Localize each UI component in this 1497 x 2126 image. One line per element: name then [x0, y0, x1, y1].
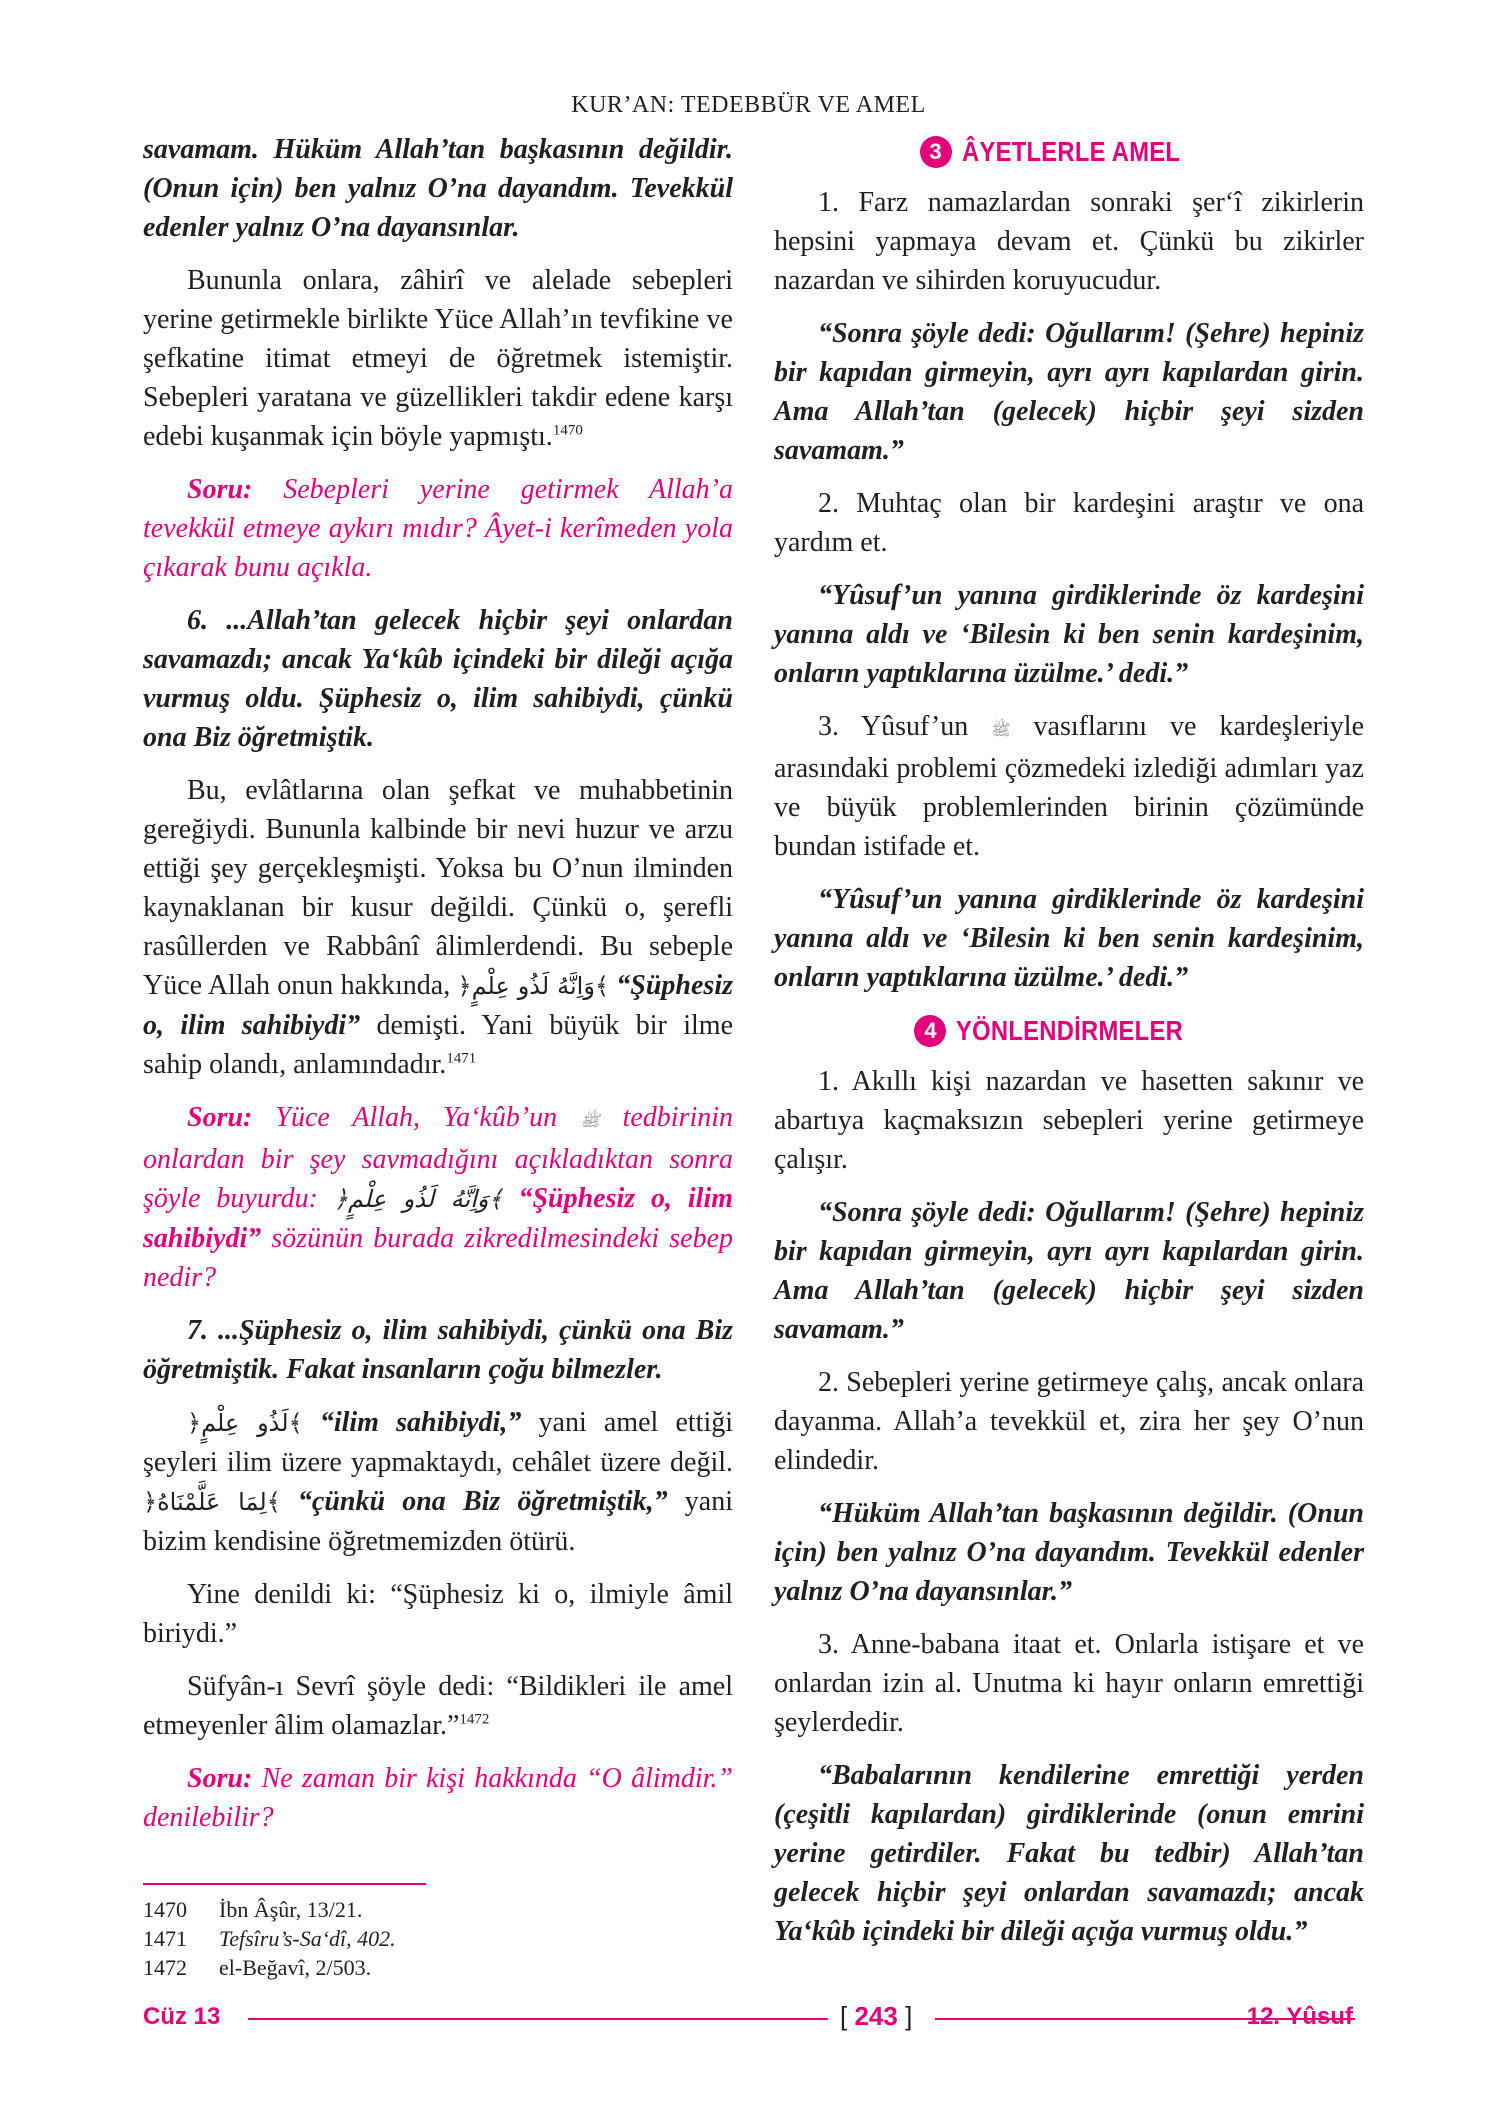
question-text: tedbirinin onlardan bir şey savmadığını açıkladıktan sonra şöyle buyurdu: — [143, 1102, 734, 1214]
verse-translation: “çünkü ona Biz öğretmiştik,” — [297, 1486, 668, 1517]
arabic-verse: ﴿لِمَا عَلَّمْنَاهُ﴾ — [143, 1488, 281, 1516]
arabic-verse: ﴿لَذُو عِلْمٍ﴾ — [187, 1409, 303, 1437]
salutation-icon: ﷺ — [991, 720, 1011, 739]
question-block — [143, 1759, 733, 1837]
question-text: Yüce Allah, Ya‘kûb’un — [275, 1102, 558, 1133]
page-number: [ 243 ] — [840, 2001, 913, 2031]
arabic-verse: ﴿وَاِنَّهُ لَذُو عِلْمٍ﴾ — [333, 1185, 503, 1213]
footnote — [143, 1924, 396, 1953]
commentary-paragraph — [143, 771, 733, 1084]
list-item: 1. Akıllı kişi nazardan ve hasetten sakınır ve abartıya kaçmaksızın sebepleri yerine getirmeye çalışır. — [774, 1066, 1364, 1175]
verse-translation: “ilim sahibiydi,” — [319, 1407, 522, 1438]
list-item: 2. Muhtaç olan bir kardeşini araştır ve ona yardım et. — [774, 488, 1364, 558]
footnote-text: İbn Âşûr, 13/21. — [219, 1897, 363, 1922]
right-column — [774, 130, 1364, 1965]
footnotes — [143, 1895, 396, 1982]
section-number-badge: 4 — [914, 1015, 946, 1047]
section-title: ÂYETLERLE AMEL — [961, 136, 1180, 167]
arabic-verse: ﴿وَاِنَّهُ لَذُو عِلْمٍ﴾ — [457, 972, 609, 1000]
section-title: YÖNLENDİRMELER — [956, 1015, 1184, 1046]
footnote-text: Tefsîru’s-Sa‘dî, 402. — [219, 1926, 396, 1951]
footnote-number: 1470 — [143, 1897, 187, 1922]
footer-juz: Cüz 13 — [143, 2003, 221, 2030]
footnote — [143, 1895, 396, 1924]
section-heading — [774, 1011, 1364, 1050]
footnote-ref: 1470 — [552, 422, 583, 439]
verse-quote: 6. ...Allah’tan gelecek hiçbir şeyi onlardan savamazdı; ancak Ya‘kûb içindeki bir dileği açığa vurmuş oldu. Şüphesiz o, ilim sahibiydi, çünkü ona Biz öğretmiştik. — [143, 605, 733, 753]
footnote-divider — [143, 1883, 426, 1885]
question-text: Ne zaman bir kişi hakkında “O âlimdir.” denilebilir? — [143, 1763, 733, 1833]
footnote-number: 1471 — [143, 1926, 187, 1951]
verse-quote: “Sonra şöyle dedi: Oğullarım! (Şehre) hepiniz bir kapıdan girmeyin, ayrı ayrı kapılardan girin. Ama Allah’tan (gelecek) hiçbir şeyi sizden savamam.” — [774, 1197, 1364, 1345]
footnote-text: el-Beğavî, 2/503. — [219, 1955, 372, 1980]
question-label: Soru: — [187, 1102, 253, 1133]
verse-quote: savamam. Hüküm Allah’tan başkasının değildir. (Onun için) ben yalnız O’na dayandım. Tevekkül edenler yalnız O’na dayansınlar. — [143, 134, 733, 243]
section-heading — [774, 132, 1364, 171]
verse-quote: “Babalarının kendilerine emrettiği yerden (çeşitli kapılardan) girdiklerinde (onun emrini yerine getirdiler. Fakat bu tedbir) Allah’tan gelecek hiçbir şeyi onlardan savamazdı; ancak Ya‘kûb içindeki bir dileği açığa vurmuş oldu.” — [774, 1760, 1364, 1947]
paragraph-text: Süfyân-ı Sevrî şöyle dedi: “Bildikleri ile amel etmeyenler âlim olamazlar.” — [143, 1671, 733, 1741]
paragraph-text: yani bizim kendisine öğretmemizden ötürü. — [143, 1486, 734, 1557]
footer-surah: 12. Yûsuf — [1246, 2003, 1353, 2030]
footer-rule — [248, 2018, 828, 2020]
commentary-paragraph — [143, 261, 733, 456]
verse-translation: “Şüphesiz o, ilim sahibiydi” — [143, 1183, 734, 1254]
question-text: sözünün burada zikredilmesindeki sebep nedir? — [143, 1223, 733, 1293]
commentary-paragraph — [143, 1667, 733, 1745]
verse-quote: “Yûsuf’un yanına girdiklerinde öz kardeşini yanına aldı ve ‘Bilesin ki ben senin kardeşinim, onların yaptıklarına üzülme.’ dedi.” — [774, 884, 1364, 993]
left-column — [143, 130, 733, 1851]
footnote — [143, 1953, 396, 1982]
question-label: Soru: — [187, 1763, 253, 1794]
commentary-paragraph — [143, 1403, 733, 1561]
list-item — [774, 707, 1364, 866]
running-title: KUR’AN: TEDEBBÜR VE AMEL — [571, 92, 926, 118]
list-item: 2. Sebepleri yerine getirmeye çalış, ancak onlara dayanma. Allah’a tevekkül et, zira her şey O’nun elindedir. — [774, 1367, 1364, 1476]
salutation-icon: ﷺ — [580, 1111, 600, 1130]
paragraph-text: yani amel ettiği şeyleri ilim üzere yapmaktaydı, cehâlet üzere değil. — [143, 1407, 734, 1478]
footnote-ref: 1472 — [459, 1711, 490, 1728]
footnote-ref: 1471 — [446, 1050, 477, 1067]
question-text: Sebepleri yerine getirmek Allah’a tevekkül etmeye aykırı mıdır? Âyet-i kerîmeden yola çıkarak bunu açıkla. — [143, 474, 733, 583]
verse-quote: 7. ...Şüphesiz o, ilim sahibiydi, çünkü ona Biz öğretmiştik. Fakat insanların çoğu bilmezler. — [143, 1315, 733, 1385]
commentary-paragraph: Yine denildi ki: “Şüphesiz ki o, ilmiyle âmil biriydi.” — [143, 1579, 733, 1649]
page-footer — [143, 2003, 1353, 2037]
page-number-value: 243 — [854, 2001, 898, 2031]
verse-translation: “Şüphesiz o, ilim sahibiydi” — [143, 970, 733, 1041]
verse-quote: “Yûsuf’un yanına girdiklerinde öz kardeşini yanına aldı ve ‘Bilesin ki ben senin kardeşinim, onların yaptıklarına üzülme.’ dedi.” — [774, 580, 1364, 689]
question-label: Soru: — [187, 474, 253, 505]
paragraph-text: Bununla onlara, zâhirî ve alelade sebepleri yerine getirmekle birlikte Yüce Allah’ın tevfikine ve şefkatine itimat etmeyi de öğretmek istemiştir. Sebepleri yaratana ve güzellikleri takdir edene karşı edebi kuşanmak için böyle yapmıştı. — [143, 265, 733, 452]
section-number-badge: 3 — [920, 136, 952, 168]
paragraph-text: Bu, evlâtlarına olan şefkat ve muhabbetinin gereğiydi. Bununla kalbinde bir nevi huzur ve arzu ettiği şey gerçekleşmişti. Yoksa bu O’nun ilminden kaynaklanan bir kusur değildi. Çünkü o, şerefli rasûllerden ve Rabbânî âlimlerdendi. Bu sebeple Yüce Allah onun hakkında, — [143, 775, 733, 1001]
question-block — [143, 1098, 733, 1297]
list-item: 3. Anne-babana itaat et. Onlarla istişare et ve onlardan izin al. Unutma ki hayır onların emrettiği şeylerdedir. — [774, 1629, 1364, 1738]
paragraph-text: demişti. Yani büyük bir ilme sahip olandı, anlamındadır. — [143, 1010, 733, 1080]
question-block — [143, 470, 733, 587]
paragraph-text: vasıflarını ve kardeşleriyle arasındaki problemi çözmedeki izlediği adımları yaz ve büyük problemlerinden birinin çözümünde bundan istifade et. — [774, 711, 1364, 862]
footnote-number: 1472 — [143, 1955, 187, 1980]
verse-quote: “Hüküm Allah’tan başkasının değildir. (Onun için) ben yalnız O’na dayandım. Tevekkül edenler yalnız O’na dayansınlar.” — [774, 1498, 1364, 1607]
verse-quote: “Sonra şöyle dedi: Oğullarım! (Şehre) hepiniz bir kapıdan girmeyin, ayrı ayrı kapılardan girin. Ama Allah’tan (gelecek) hiçbir şeyi sizden savamam.” — [774, 318, 1364, 466]
paragraph-text: 3. Yûsuf’un — [818, 711, 969, 742]
list-item: 1. Farz namazlardan sonraki şer‘î zikirlerin hepsini yapmaya devam et. Çünkü bu zikirler nazardan ve sihirden koruyucudur. — [774, 187, 1364, 296]
